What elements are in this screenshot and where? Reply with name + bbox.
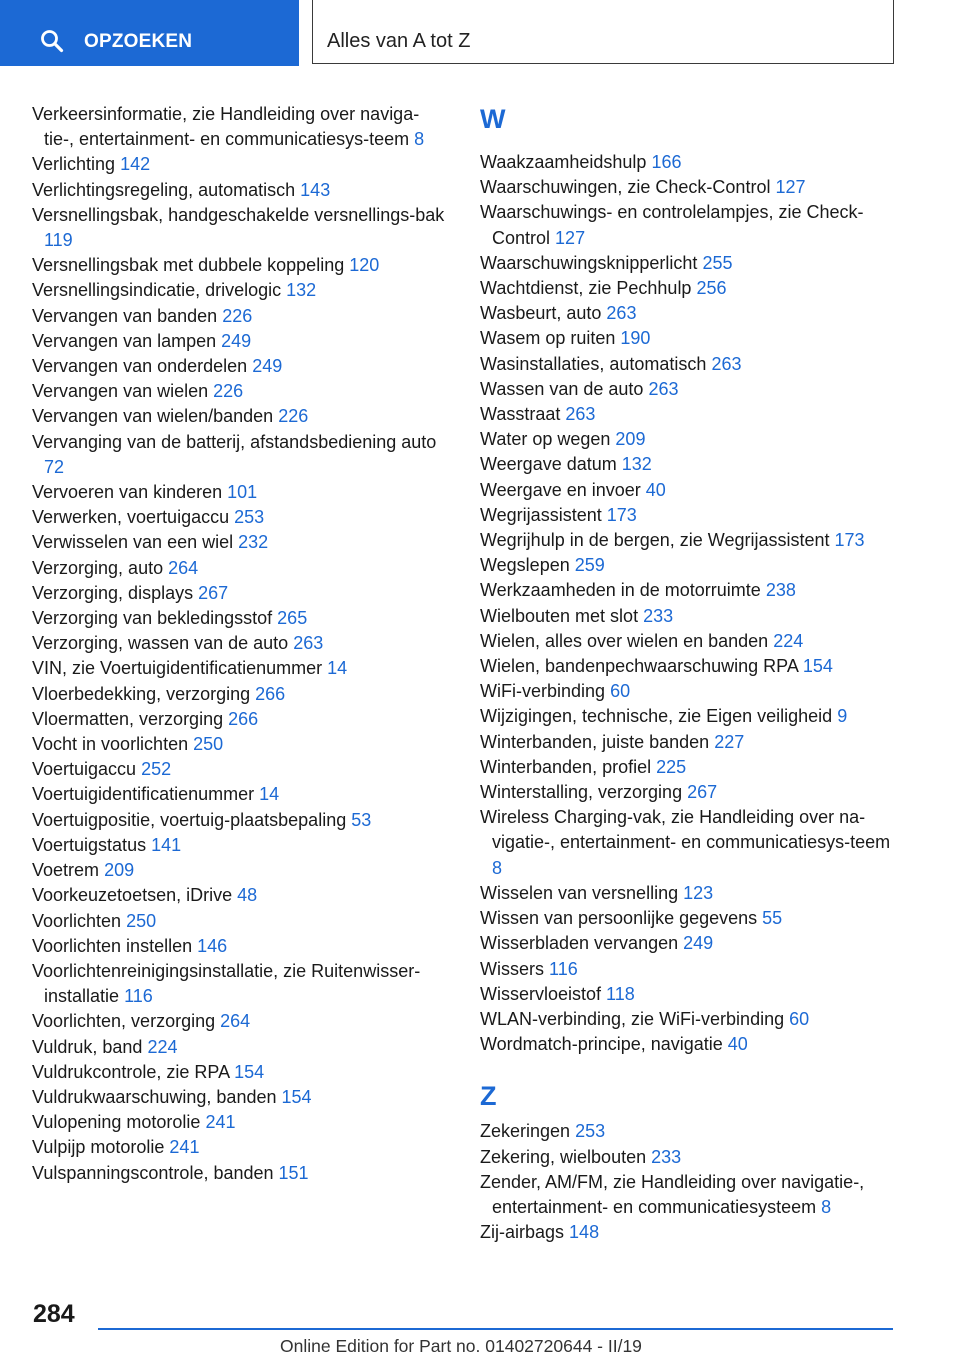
index-entry <box>32 304 447 329</box>
page-link[interactable]: 233 <box>651 1146 682 1167</box>
index-entry-text: Vervangen van onderdelen <box>32 356 248 377</box>
index-entry <box>32 757 447 782</box>
index-entry-text: Wisserbladen vervangen <box>480 933 679 954</box>
header <box>0 0 960 66</box>
footer-divider <box>98 1328 893 1330</box>
index-entry <box>480 1119 895 1144</box>
section-letter-w: W <box>480 104 506 134</box>
index-entry-text: Weergave datum <box>480 454 617 475</box>
index-entry <box>480 452 895 477</box>
index-entry <box>480 427 895 452</box>
index-entry <box>480 755 895 780</box>
index-entry <box>480 1007 895 1032</box>
index-entry-text: Zij-airbags <box>480 1222 565 1243</box>
index-entry <box>480 805 895 881</box>
page-link[interactable]: 154 <box>802 656 833 677</box>
index-entry <box>32 102 447 152</box>
page-link[interactable]: 154 <box>281 1086 312 1107</box>
index-entry-text: Verzorging, auto <box>32 557 164 578</box>
index-entry-text: Wireless Charging-vak, zie Handleiding over na-vigatie-, entertainment- en communicatiesys-teem <box>480 807 891 853</box>
page-link[interactable]: 60 <box>610 681 631 702</box>
page-link[interactable]: 264 <box>168 557 199 578</box>
index-entry <box>32 959 447 1009</box>
index-entry-text: Vervangen van wielen <box>32 381 209 402</box>
page-link[interactable]: 265 <box>277 608 308 629</box>
index-entry-text: Vulspanningscontrole, banden <box>32 1162 274 1183</box>
section-z-entries <box>480 1119 895 1245</box>
page-link[interactable]: 267 <box>687 782 718 803</box>
index-entry-text: Wielen, alles over wielen en banden <box>480 630 769 651</box>
index-entry-text: Verzorging, wassen van de auto <box>32 633 289 654</box>
page-link[interactable]: 148 <box>569 1222 600 1243</box>
page-link[interactable]: 238 <box>765 580 796 601</box>
edition-footer: Online Edition for Part no. 01402720644 - II/19 <box>280 1336 642 1356</box>
page-link[interactable]: 266 <box>228 708 259 729</box>
index-entry-text: Waarschuwingen, zie Check-Control <box>480 177 771 198</box>
index-entry <box>480 982 895 1007</box>
page-link[interactable]: 151 <box>278 1162 309 1183</box>
index-entry <box>32 178 447 203</box>
index-entry <box>480 150 895 175</box>
index-entry <box>32 253 447 278</box>
page-link[interactable]: 127 <box>555 227 586 248</box>
page-link[interactable]: 250 <box>126 910 157 931</box>
index-entry-text: WLAN-verbinding, zie WiFi-verbinding <box>480 1008 785 1029</box>
index-entry-text: Zekering, wielbouten <box>480 1146 647 1167</box>
page-link[interactable]: 252 <box>141 759 172 780</box>
page-link[interactable]: 209 <box>104 860 135 881</box>
page-link[interactable]: 146 <box>197 935 228 956</box>
page-link[interactable]: 264 <box>220 1011 251 1032</box>
page-link[interactable]: 119 <box>44 230 73 251</box>
index-entry-text: Wegrijhulp in de bergen, zie Wegrijassistent <box>480 530 830 551</box>
index-entry <box>32 1085 447 1110</box>
index-entry-text: Voorlichten <box>32 910 122 931</box>
index-entry <box>32 833 447 858</box>
index-entry-text: Verwerken, voertuigaccu <box>32 507 230 528</box>
page-link[interactable]: 209 <box>615 429 646 450</box>
index-entry <box>480 553 895 578</box>
index-entry <box>480 1220 895 1245</box>
section-w-entries <box>480 150 895 1057</box>
index-entry <box>32 707 447 732</box>
section-letter-z: Z <box>480 1081 497 1112</box>
page-link[interactable]: 116 <box>549 958 578 979</box>
page-link[interactable]: 55 <box>762 908 783 929</box>
page-link[interactable]: 241 <box>205 1112 236 1133</box>
index-entry <box>480 679 895 704</box>
index-entry <box>480 1032 895 1057</box>
index-entry-text: Versnellingsbak, handgeschakelde versnellings-bak <box>32 204 445 225</box>
index-entry-text: Wijzigingen, technische, zie Eigen veiligheid <box>480 706 833 727</box>
page-link[interactable]: 127 <box>775 177 806 198</box>
index-entry <box>480 654 895 679</box>
page-link[interactable]: 267 <box>198 582 229 603</box>
index-entry <box>480 957 895 982</box>
page-link[interactable]: 263 <box>606 303 637 324</box>
index-entry-text: Wissen van persoonlijke gegevens <box>480 908 758 929</box>
index-entry <box>32 278 447 303</box>
index-entry-text: Voertuigpositie, voertuig-plaatsbepaling <box>32 809 347 830</box>
page-link[interactable]: 118 <box>606 983 635 1004</box>
index-entry <box>32 430 447 480</box>
index-entry-text: Werkzaamheden in de motorruimte <box>480 580 761 601</box>
index-entry <box>480 503 895 528</box>
page-link[interactable]: 132 <box>621 454 652 475</box>
index-entry-text: Waarschuwings- en controlelampjes, zie Check-Control <box>480 202 864 248</box>
index-entry-text: Weergave en invoer <box>480 479 641 500</box>
index-entry-text: Vuldrukcontrole, zie RPA <box>32 1061 230 1082</box>
index-entry <box>480 1170 895 1220</box>
index-entry-text: Verwisselen van een wiel <box>32 532 234 553</box>
search-button-label: OPZOEKEN <box>84 31 193 52</box>
page-link[interactable]: 253 <box>575 1121 606 1142</box>
index-entry <box>32 934 447 959</box>
index-entry <box>480 578 895 603</box>
index-entry-text: Verkeersinformatie, zie Handleiding over naviga-tie-, entertainment- en communicatiesys-teem <box>32 104 420 150</box>
index-entry-text: Zekeringen <box>480 1121 571 1142</box>
index-entry <box>32 883 447 908</box>
index-entry-text: Voertuigidentificatienummer <box>32 784 255 805</box>
index-entry-text: Vervangen van lampen <box>32 330 217 351</box>
index-entry-text: Wachtdienst, zie Pechhulp <box>480 278 692 299</box>
index-entry <box>480 326 895 351</box>
index-entry <box>32 152 447 177</box>
index-entry-text: Voorlichten, verzorging <box>32 1011 216 1032</box>
page-link[interactable]: 263 <box>648 378 679 399</box>
index-entry <box>32 682 447 707</box>
page-link[interactable]: 241 <box>169 1137 200 1158</box>
index-column-left <box>32 102 447 1186</box>
index-entry-text: Wegslepen <box>480 555 570 576</box>
index-entry-text: Winterstalling, verzorging <box>480 782 683 803</box>
page-link[interactable]: 263 <box>565 404 596 425</box>
index-entry <box>32 379 447 404</box>
page-link[interactable]: 132 <box>286 280 317 301</box>
page-link[interactable]: 224 <box>147 1036 178 1057</box>
section-title-box <box>312 0 894 64</box>
section-title: Alles van A tot Z <box>327 30 471 52</box>
index-entry-text: Wordmatch-principe, navigatie <box>480 1034 723 1055</box>
page-link[interactable]: 224 <box>773 630 804 651</box>
index-entry-text: Wegrijassistent <box>480 504 602 525</box>
index-entry <box>480 931 895 956</box>
index-entry <box>480 629 895 654</box>
page-link[interactable]: 225 <box>656 756 687 777</box>
page-link[interactable]: 249 <box>221 330 252 351</box>
index-entry-text: Vulpijp motorolie <box>32 1137 165 1158</box>
index-entry-text: Vervoeren van kinderen <box>32 482 223 503</box>
index-entry-text: Vloerbedekking, verzorging <box>32 683 251 704</box>
page-link[interactable]: 249 <box>683 933 714 954</box>
index-entry-text: Winterbanden, juiste banden <box>480 731 710 752</box>
page-link[interactable]: 226 <box>222 305 253 326</box>
index-entry <box>32 556 447 581</box>
index-entry-text: Voetrem <box>32 860 100 881</box>
page-link[interactable]: 101 <box>227 482 258 503</box>
index-entry <box>32 909 447 934</box>
index-entry <box>480 377 895 402</box>
index-entry-text: Wasem op ruiten <box>480 328 616 349</box>
index-entry-text: Voertuigaccu <box>32 759 137 780</box>
index-entry <box>32 354 447 379</box>
magnifier-icon <box>40 29 64 53</box>
index-entry-text: WiFi-verbinding <box>480 681 606 702</box>
index-entry <box>32 329 447 354</box>
index-entry <box>32 631 447 656</box>
page-link[interactable]: 263 <box>711 353 742 374</box>
index-entry <box>32 732 447 757</box>
index-entry-text: Vloermatten, verzorging <box>32 708 224 729</box>
page-link[interactable]: 259 <box>574 555 605 576</box>
index-entry <box>480 251 895 276</box>
page-link[interactable]: 255 <box>702 252 733 273</box>
page-link[interactable]: 60 <box>789 1008 810 1029</box>
page-link[interactable]: 142 <box>120 154 151 175</box>
index-entry <box>32 1060 447 1085</box>
index-entry-text: Winterbanden, profiel <box>480 756 652 777</box>
index-entry <box>32 1009 447 1034</box>
index-entry-text: Wasstraat <box>480 404 561 425</box>
page-link[interactable]: 72 <box>44 456 65 477</box>
page-link[interactable]: 154 <box>234 1061 265 1082</box>
index-entry-text: Versnellingsbak met dubbele koppeling <box>32 255 345 276</box>
index-entry <box>480 604 895 629</box>
index-entry-text: Wassen van de auto <box>480 378 644 399</box>
index-entry <box>32 404 447 429</box>
page-link[interactable]: 9 <box>837 706 848 727</box>
index-entry-text: Voertuigstatus <box>32 834 147 855</box>
page-link[interactable]: 14 <box>327 658 348 679</box>
page-link[interactable]: 173 <box>606 504 637 525</box>
index-entry <box>32 606 447 631</box>
index-entry <box>32 1161 447 1186</box>
page-link[interactable]: 256 <box>696 278 727 299</box>
page-link[interactable]: 227 <box>714 731 745 752</box>
index-entry-text: Wisselen van versnelling <box>480 882 679 903</box>
index-entry-text: Wissers <box>480 958 544 979</box>
index-column-right <box>480 102 895 1245</box>
index-entry <box>480 730 895 755</box>
page-link[interactable]: 141 <box>151 834 182 855</box>
index-entry-text: Waakzaamheidshulp <box>480 152 647 172</box>
index-entry-text: Verzorging van bekledingsstof <box>32 608 273 629</box>
index-entry <box>32 1110 447 1135</box>
page-link[interactable]: 8 <box>821 1196 832 1217</box>
index-entry-text: Versnellingsindicatie, drivelogic <box>32 280 282 301</box>
index-entry <box>480 276 895 301</box>
page-link[interactable]: 8 <box>492 857 503 878</box>
index-entry <box>480 200 895 250</box>
page-link[interactable]: 40 <box>645 479 666 500</box>
page-link[interactable]: 263 <box>293 633 324 654</box>
index-entry-text: Wisservloeistof <box>480 983 602 1004</box>
index-entry-text: Waarschuwingsknipperlicht <box>480 252 698 273</box>
index-entry-text: Verlichting <box>32 154 116 175</box>
index-entry <box>32 782 447 807</box>
page-link[interactable]: 166 <box>651 152 682 172</box>
page-link[interactable]: 8 <box>414 129 425 150</box>
page-link[interactable]: 48 <box>237 885 258 906</box>
index-entry <box>32 808 447 833</box>
index-entry-text: Vuldruk, band <box>32 1036 143 1057</box>
page-link[interactable]: 232 <box>238 532 269 553</box>
index-entry <box>480 478 895 503</box>
index-entry <box>32 656 447 681</box>
page-link[interactable]: 123 <box>683 882 714 903</box>
page-link[interactable]: 249 <box>252 356 283 377</box>
index-entry-text: Vervangen van banden <box>32 305 218 326</box>
search-button[interactable] <box>0 0 299 66</box>
index-entry <box>32 858 447 883</box>
index-entry <box>32 1035 447 1060</box>
index-entry-text: Verzorging, displays <box>32 582 194 603</box>
page-link[interactable]: 116 <box>124 986 153 1007</box>
index-entry <box>480 780 895 805</box>
index-entry <box>480 528 895 553</box>
page-link[interactable]: 233 <box>643 605 674 626</box>
page-link[interactable]: 173 <box>834 530 865 551</box>
index-entry <box>480 1145 895 1170</box>
page-link[interactable]: 53 <box>351 809 372 830</box>
index-entry <box>480 402 895 427</box>
index-entry-text: Voorlichtenreinigingsinstallatie, zie Ruitenwisser-installatie <box>32 960 421 1007</box>
index-entry-text: Vervangen van wielen/banden <box>32 406 274 427</box>
index-entry-text: Verlichtingsregeling, automatisch <box>32 179 296 200</box>
index-entry-text: Vocht in voorlichten <box>32 734 189 755</box>
index-entry <box>480 175 895 200</box>
index-entry-text: VIN, zie Voertuigidentificatienummer <box>32 658 323 679</box>
page-link[interactable]: 190 <box>620 328 651 349</box>
page-link[interactable]: 14 <box>259 784 280 805</box>
page-link[interactable]: 120 <box>349 255 380 276</box>
index-entry <box>480 352 895 377</box>
index-entry <box>32 480 447 505</box>
index-entry-text: Vuldrukwaarschuwing, banden <box>32 1086 277 1107</box>
index-entry <box>32 505 447 530</box>
page-link[interactable]: 40 <box>727 1034 748 1055</box>
index-entry <box>32 581 447 606</box>
index-entry-text: Wielen, bandenpechwaarschuwing RPA <box>480 656 798 677</box>
index-entry <box>480 301 895 326</box>
index-entry-text: Voorlichten instellen <box>32 935 193 956</box>
page-link[interactable]: 266 <box>255 683 286 704</box>
page-link[interactable]: 250 <box>193 734 224 755</box>
index-entry-text: Water op wegen <box>480 429 611 450</box>
page-link[interactable]: 143 <box>300 179 331 200</box>
index-entry <box>480 704 895 729</box>
index-entry-text: Wasbeurt, auto <box>480 303 602 324</box>
index-entry <box>480 881 895 906</box>
page-link[interactable]: 253 <box>234 507 265 528</box>
page-number: 284 <box>33 1300 75 1328</box>
index-entry <box>480 906 895 931</box>
index-entry <box>32 1135 447 1160</box>
index-entry <box>32 530 447 555</box>
index-entry <box>32 203 447 253</box>
index-entry-text: Voorkeuzetoetsen, iDrive <box>32 885 233 906</box>
page-link[interactable]: 226 <box>278 406 309 427</box>
index-entry-text: Vulopening motorolie <box>32 1112 201 1133</box>
index-entry-text: Wasinstallaties, automatisch <box>480 353 707 374</box>
page-link[interactable]: 226 <box>213 381 244 402</box>
index-entry-text: Zender, AM/FM, zie Handleiding over navigatie-, entertainment- en communicatiesysteem <box>480 1171 865 1217</box>
index-entry-text: Vervanging van de batterij, afstandsbediening auto <box>32 431 437 452</box>
index-entry-text: Wielbouten met slot <box>480 605 639 626</box>
